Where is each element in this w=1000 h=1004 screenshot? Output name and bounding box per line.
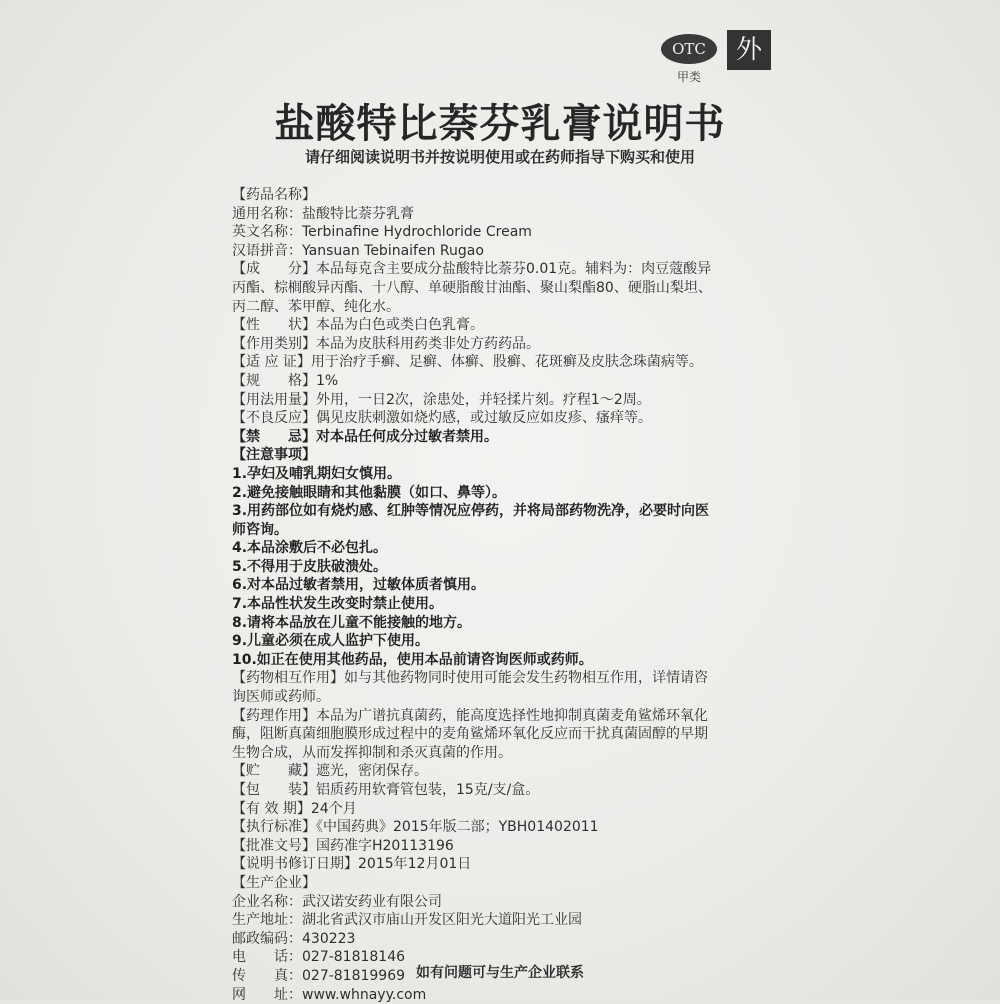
otc-label: OTC (661, 34, 717, 64)
text-line: 企业名称：武汉诺安药业有限公司 (232, 893, 442, 910)
text-line: 5.不得用于皮肤破溃处。 (232, 558, 388, 575)
leaflet-body (232, 186, 792, 1004)
text-line: 传 真：027-81819969 (232, 967, 406, 984)
text-line: 【用法用量】外用，一日2次，涂患处，并轻揉片刻。疗程1～2周。 (232, 391, 651, 408)
text-line: 3.用药部位如有烧灼感、红肿等情况应停药，并将局部药物洗净，必要时向医 (232, 503, 710, 520)
document-title: 盐酸特比萘芬乳膏说明书 (274, 101, 726, 147)
text-line: 4.本品涂敷后不必包扎。 (232, 540, 388, 557)
text-line: 生产地址：湖北省武汉市庙山开发区阳光大道阳光工业园 (232, 912, 582, 929)
text-line: 8.请将本品放在儿童不能接触的地方。 (232, 614, 472, 631)
text-line: 【药品名称】 (232, 187, 316, 203)
text-line: 【包 装】铝质药用软膏管包装，15克/支/盒。 (232, 782, 540, 798)
text-line: 网 址：www.whnayy.com (232, 986, 427, 1003)
text-line: 生物合成，从而发挥抑制和杀灭真菌的作用。 (232, 744, 512, 761)
text-line: 2.避免接触眼睛和其他黏膜（如口、鼻等）。 (232, 484, 507, 501)
text-line: 【生产企业】 (232, 874, 316, 891)
text-line: 【注意事项】 (232, 447, 316, 464)
external-use-mark: 外 (727, 30, 771, 70)
footer-note: 如有问题可与生产企业联系 (416, 965, 584, 981)
text-line: 丙二醇、苯甲醇、纯化水。 (232, 298, 400, 315)
text-line: 汉语拼音：Yansuan Tebinaifen Rugao (232, 242, 484, 259)
text-line: 9.儿童必须在成人监护下使用。 (232, 633, 430, 650)
text-line: 【不良反应】偶见皮肤刺激如烧灼感，或过敏反应如皮疹、瘙痒等。 (232, 410, 652, 427)
text-line: 英文名称：Terbinafine Hydrochloride Cream (232, 224, 532, 241)
text-line: 师咨询。 (232, 521, 288, 538)
text-line: 1.孕妇及哺乳期妇女慎用。 (232, 465, 402, 482)
text-line: 【有 效 期】24个月 (232, 800, 357, 817)
text-line: 通用名称：盐酸特比萘芬乳膏 (232, 205, 414, 222)
text-line: 【执行标准】《中国药典》2015年版二部；YBH01402011 (232, 819, 599, 836)
text-line: 询医师或药师。 (232, 689, 330, 706)
text-line: 邮政编码：430223 (232, 930, 356, 947)
text-line: 电 话：027-81818146 (232, 949, 406, 966)
text-line: 【成 分】本品每克含主要成分盐酸特比萘芬0.01克。辅料为：肉豆蔻酸异 (232, 261, 712, 278)
text-line: 【作用类别】本品为皮肤科用药类非处方药药品。 (232, 335, 540, 352)
text-line: 【性 状】本品为白色或类白色乳膏。 (232, 317, 484, 334)
text-line: 10.如正在使用其他药品，使用本品前请咨询医师或药师。 (232, 651, 593, 668)
text-line: 【说明书修订日期】2015年12月01日 (232, 856, 472, 873)
document-subtitle: 请仔细阅读说明书并按说明使用或在药师指导下购买和使用 (304, 148, 695, 166)
text-line: 6.对本品过敏者禁用，过敏体质者慎用。 (232, 577, 486, 594)
otc-badge (658, 34, 720, 85)
text-line: 【适 应 证】用于治疗手癣、足癣、体癣、股癣、花斑癣及皮肤念珠菌病等。 (232, 354, 703, 371)
text-line: 【贮 藏】遮光，密闭保存。 (232, 763, 428, 780)
text-line: 丙酯、棕榈酸异丙酯、十八醇、单硬脂酸甘油酯、聚山梨酯80、硬脂山梨坦、 (232, 279, 712, 296)
text-line: 【药理作用】本品为广谱抗真菌药，能高度选择性地抑制真菌麦角鲨烯环氧化 (232, 707, 708, 724)
text-line: 【规 格】1% (232, 372, 339, 389)
text-line: 【禁 忌】对本品任何成分过敏者禁用。 (232, 428, 498, 445)
text-line: 【药物相互作用】如与其他药物同时使用可能会发生药物相互作用，详情请咨 (232, 670, 708, 687)
otc-class-label: 甲类 (676, 70, 701, 84)
text-line: 7.本品性状发生改变时禁止使用。 (232, 596, 444, 613)
text-line: 酶，阻断真菌细胞膜形成过程中的麦角鲨烯环氧化反应而干扰真菌固醇的早期 (232, 726, 708, 743)
text-line: 【批准文号】国药准字H20113196 (232, 837, 454, 854)
